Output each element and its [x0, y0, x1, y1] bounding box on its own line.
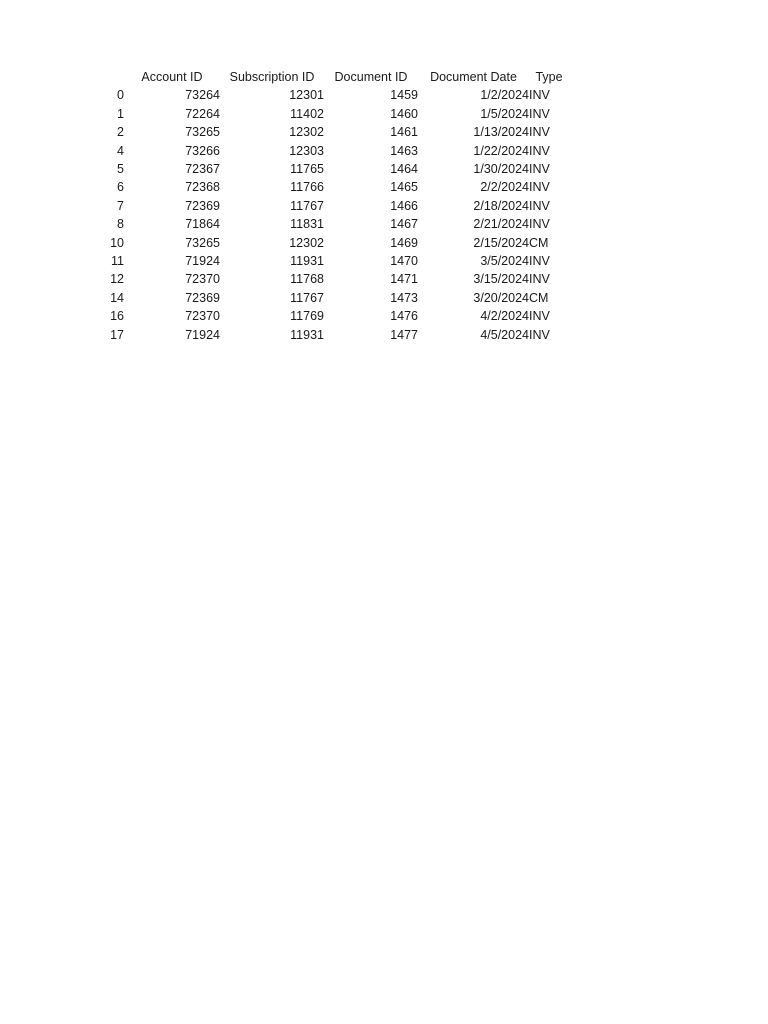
table-body	[100, 86, 569, 344]
subscription-id-cell: 11831	[290, 217, 324, 232]
row-index: 17	[110, 327, 124, 342]
document-id-cell: 1470	[390, 254, 418, 269]
table-row	[100, 307, 569, 325]
subscription-id-cell: 11765	[290, 162, 324, 177]
row-index: 11	[111, 254, 124, 269]
document-id-cell: 1477	[390, 327, 418, 342]
table-row	[100, 270, 569, 288]
account-id-cell: 73266	[185, 143, 220, 158]
document-date-cell: 1/5/2024	[480, 106, 529, 121]
account-id-cell: 72369	[185, 290, 220, 305]
document-date-cell: 1/22/2024	[473, 143, 529, 158]
account-id-cell: 73265	[185, 235, 220, 250]
account-id-cell: 72264	[185, 106, 220, 121]
document-date-cell: 2/21/2024	[473, 217, 529, 232]
document-id-cell: 1461	[390, 125, 418, 140]
type-cell: INV	[529, 309, 550, 324]
account-id-cell: 71924	[185, 327, 220, 342]
document-date-cell: 3/5/2024	[480, 254, 529, 269]
document-id-cell: 1463	[390, 143, 418, 158]
type-cell: INV	[529, 254, 550, 269]
row-index: 12	[110, 272, 124, 287]
account-id-cell: 71864	[185, 217, 220, 232]
type-cell: INV	[529, 180, 550, 195]
document-id-cell: 1466	[390, 198, 418, 213]
table-row	[100, 178, 569, 196]
row-index: 5	[117, 162, 124, 177]
account-id-cell: 72367	[185, 162, 220, 177]
document-date-cell: 4/5/2024	[480, 327, 529, 342]
document-id-cell: 1473	[390, 290, 418, 305]
document-id-cell: 1469	[390, 235, 418, 250]
table-row	[100, 123, 569, 141]
table-row	[100, 252, 569, 270]
table-row	[100, 160, 569, 178]
subscription-id-cell: 12303	[289, 143, 324, 158]
account-id-cell: 72370	[185, 309, 220, 324]
document-date-header: Document Date	[430, 70, 517, 84]
row-index: 6	[117, 180, 124, 195]
document-id-cell: 1471	[390, 272, 418, 287]
type-cell: INV	[529, 162, 550, 177]
type-cell: INV	[529, 198, 550, 213]
type-cell: INV	[529, 88, 550, 103]
subscription-id-cell: 11766	[290, 180, 324, 195]
subscription-id-cell: 11768	[290, 272, 324, 287]
subscription-id-cell: 12301	[289, 88, 324, 103]
subscription-id-cell: 11931	[290, 254, 324, 269]
document-date-cell: 1/13/2024	[473, 125, 529, 140]
row-index: 14	[110, 290, 124, 305]
subscription-id-cell: 11769	[290, 309, 324, 324]
type-cell: INV	[529, 143, 550, 158]
data-table	[100, 68, 569, 344]
account-id-cell: 71924	[185, 254, 220, 269]
document-date-cell: 3/15/2024	[473, 272, 529, 287]
row-index: 4	[117, 143, 124, 158]
type-cell: CM	[529, 235, 549, 250]
row-index: 8	[117, 217, 124, 232]
table-row	[100, 142, 569, 160]
type-header: Type	[535, 70, 563, 84]
table-row	[100, 86, 569, 104]
table-row	[100, 234, 569, 252]
table-row	[100, 197, 569, 215]
table-row	[100, 215, 569, 233]
type-cell: CM	[529, 290, 549, 305]
document-id-cell: 1476	[390, 309, 418, 324]
document-date-cell: 2/18/2024	[473, 198, 529, 213]
row-index: 1	[117, 106, 124, 121]
document-date-cell: 1/2/2024	[480, 88, 529, 103]
document-date-cell: 2/15/2024	[473, 235, 529, 250]
document-date-cell: 2/2/2024	[480, 180, 529, 195]
type-cell: INV	[529, 106, 550, 121]
account-id-cell: 72370	[185, 272, 220, 287]
row-index: 0	[117, 88, 124, 103]
account-id-cell: 72368	[185, 180, 220, 195]
row-index: 10	[110, 235, 124, 250]
document-id-cell: 1459	[390, 88, 418, 103]
account-id-cell: 73264	[185, 88, 220, 103]
account-id-cell: 72369	[185, 198, 220, 213]
account-id-header: Account ID	[141, 70, 203, 84]
header-row	[100, 68, 569, 86]
document-id-header: Document ID	[334, 70, 408, 84]
account-id-cell: 73265	[185, 125, 220, 140]
document-date-cell: 1/30/2024	[473, 162, 529, 177]
type-cell: INV	[529, 125, 550, 140]
subscription-id-header: Subscription ID	[229, 70, 315, 84]
table-row	[100, 289, 569, 307]
document-id-cell: 1464	[390, 162, 418, 177]
row-index: 7	[117, 198, 124, 213]
table-row	[100, 105, 569, 123]
subscription-id-cell: 11402	[290, 106, 324, 121]
row-index: 16	[110, 309, 124, 324]
document-id-cell: 1465	[390, 180, 418, 195]
document-date-cell: 3/20/2024	[473, 290, 529, 305]
subscription-id-cell: 11767	[290, 290, 324, 305]
type-cell: INV	[529, 272, 550, 287]
document-id-cell: 1467	[390, 217, 418, 232]
subscription-id-cell: 12302	[289, 125, 324, 140]
subscription-id-cell: 11931	[290, 327, 324, 342]
document-id-cell: 1460	[390, 106, 418, 121]
document-date-cell: 4/2/2024	[480, 309, 529, 324]
row-index: 2	[117, 125, 124, 140]
subscription-id-cell: 12302	[289, 235, 324, 250]
type-cell: INV	[529, 217, 550, 232]
table-row	[100, 326, 569, 344]
subscription-id-cell: 11767	[290, 198, 324, 213]
index-header	[100, 68, 124, 86]
type-cell: INV	[529, 327, 550, 342]
